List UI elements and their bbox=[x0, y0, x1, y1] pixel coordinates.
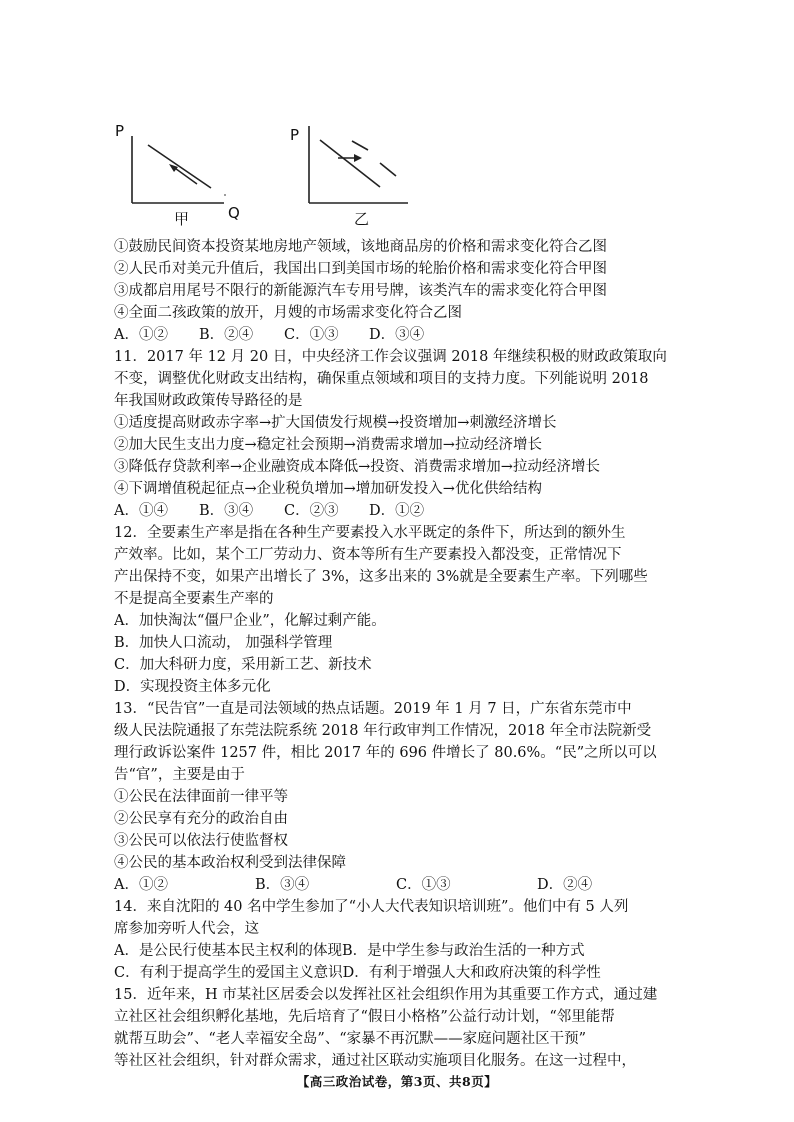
q13-option-3: ③公民可以依法行使监督权 bbox=[114, 833, 288, 849]
q10-choice-c: C．①③ bbox=[284, 327, 339, 343]
q10-option-3: ③成都启用尾号不限行的新能源汽车专用号牌，该类汽车的需求变化符合甲图 bbox=[114, 283, 607, 299]
q14-choice-a: A．是公民行使基本民主权利的体现 bbox=[114, 943, 342, 959]
yi-caption: 乙 bbox=[354, 210, 370, 228]
q14-choices-row-2 bbox=[114, 962, 684, 984]
q13-option-1: ①公民在法律面前一律平等 bbox=[114, 789, 288, 805]
jia-x-label: Q bbox=[228, 204, 240, 222]
q12-stem-4: 不是提高全要素生产率的 bbox=[114, 591, 274, 607]
q13-stem-4: 告“官”，主要是由于 bbox=[114, 767, 245, 783]
q13-choice-a: A．①② bbox=[114, 877, 168, 893]
yi-demand-curve-original bbox=[320, 140, 380, 187]
q11-stem-3: 年我国财政政策传导路径的是 bbox=[114, 393, 303, 409]
q14-choices-row-1 bbox=[114, 940, 684, 962]
q14-stem-1: 14．来自沈阳的 40 名中学生参加了“小人大代表知识培训班”。他们中有 5 人列 bbox=[114, 899, 629, 915]
yi-y-label: P bbox=[290, 126, 300, 144]
q13-stem-3: 理行政诉讼案件 1257 件，相比 2017 年的 696 件增长了 80.6%。“民”之所以可以 bbox=[114, 745, 657, 761]
q12-stem-2: 产效率。比如，某个工厂劳动力、资本等所有生产要素投入都没变，正常情况下 bbox=[114, 547, 622, 563]
q13-choices bbox=[114, 874, 684, 896]
yi-arrow-head bbox=[354, 154, 362, 162]
q13-stem-1: 13．“民告官”一直是司法领域的热点话题。2019 年 1 月 7 日，广东省东莞市中 bbox=[114, 701, 632, 717]
q13-choice-b: B．③④ bbox=[255, 877, 310, 893]
q12-option-a: A．加快淘汰“僵尸企业”，化解过剩产能。 bbox=[114, 613, 386, 629]
q10-choice-d: D．③④ bbox=[369, 327, 425, 343]
q13-option-4: ④公民的基本政治权利受到法律保障 bbox=[114, 855, 346, 871]
q12-stem-1: 12．全要素生产率是指在各种生产要素投入水平既定的条件下，所达到的额外生 bbox=[114, 525, 626, 541]
q15-stem-2: 立社区社会组织孵化基地，先后培育了“假日小格格”公益行动计划，“邻里能帮 bbox=[114, 1009, 615, 1025]
q14-stem-2: 席参加旁听人代会，这 bbox=[114, 921, 259, 937]
figure-yi-graph bbox=[282, 118, 422, 238]
q13-choice-d: D．②④ bbox=[537, 877, 593, 893]
figure-jia bbox=[112, 118, 252, 238]
yi-demand-curve-shifted-upper bbox=[352, 141, 368, 150]
q11-option-1: ①适度提高财政赤字率→扩大国债发行规模→投资增加→刺激经济增长 bbox=[114, 415, 557, 431]
demand-curve-figures bbox=[112, 118, 422, 238]
q10-choice-b: B．②④ bbox=[199, 327, 254, 343]
q11-stem-2: 不变，调整优化财政支出结构，确保重点领域和项目的支持力度。下列能说明 2018 bbox=[114, 371, 649, 387]
yi-demand-curve-shifted-lower bbox=[380, 163, 396, 176]
q10-option-2: ②人民币对美元升值后，我国出口到美国市场的轮胎价格和需求变化符合甲图 bbox=[114, 261, 607, 277]
q11-option-4: ④下调增值税起征点→企业税负增加→增加研发投入→优化供给结构 bbox=[114, 481, 542, 497]
q15-stem-1: 15．近年来，H 市某社区居委会以发挥社区社会组织作用为其重要工作方式，通过建 bbox=[114, 987, 658, 1003]
q10-choices bbox=[114, 324, 684, 346]
q14-choice-c: C．有利于提高学生的爱国主义意识 bbox=[114, 965, 343, 981]
q11-choices bbox=[114, 500, 684, 522]
q12-option-c: C．加大科研力度，采用新工艺、新技术 bbox=[114, 657, 372, 673]
question-text bbox=[114, 236, 684, 1072]
q15-stem-4: 等社区社会组织，针对群众需求，通过社区联动实施项目化服务。在这一过程中， bbox=[114, 1053, 636, 1069]
q11-stem-1: 11．2017 年 12 月 20 日，中央经济工作会议强调 2018 年继续积极的财政政策取向 bbox=[114, 349, 667, 365]
q13-stem-2: 级人民法院通报了东莞法院系统 2018 年行政审判工作情况，2018 年全市法院新受 bbox=[114, 723, 652, 739]
q10-option-4: ④全面二孩政策的放开，月嫂的市场需求变化符合乙图 bbox=[114, 305, 462, 321]
q10-option-1: ①鼓励民间资本投资某地房地产领域，该地商品房的价格和需求变化符合乙图 bbox=[114, 239, 607, 255]
q12-option-b: B．加快人口流动， 加强科学管理 bbox=[114, 635, 333, 651]
jia-demand-curve bbox=[148, 145, 211, 188]
jia-y-label: P bbox=[115, 122, 125, 140]
q11-choice-b: B．③④ bbox=[199, 503, 254, 519]
q13-choice-c: C．①③ bbox=[396, 877, 451, 893]
q10-choice-a: A．①② bbox=[114, 327, 168, 343]
q11-option-2: ②加大民生支出力度→稳定社会预期→消费需求增加→拉动经济增长 bbox=[114, 437, 542, 453]
jia-caption: 甲 bbox=[174, 210, 190, 228]
q11-choice-a: A．①④ bbox=[114, 503, 168, 519]
q14-choice-d: D．有利于增强人大和政府决策的科学性 bbox=[342, 965, 601, 981]
q14-choice-b: B．是中学生参与政治生活的一种方式 bbox=[341, 943, 585, 959]
q11-choice-d: D．①② bbox=[369, 503, 425, 519]
q15-stem-3: 就帮互助会”、“老人幸福安全岛”、“家暴不再沉默——家庭问题社区干预” bbox=[114, 1031, 587, 1047]
q12-stem-3: 产出保持不变，如果产出增长了 3%，这多出来的 3%就是全要素生产率。下列哪些 bbox=[114, 569, 648, 585]
q12-option-d: D．实现投资主体多元化 bbox=[114, 679, 271, 695]
q11-option-3: ③降低存贷款利率→企业融资成本降低→投资、消费需求增加→拉动经济增长 bbox=[114, 459, 600, 475]
q11-choice-c: C．②③ bbox=[284, 503, 339, 519]
page-footer: 【高三政治试卷，第3页、共8页】 bbox=[296, 1074, 498, 1089]
q13-option-2: ②公民享有充分的政治自由 bbox=[114, 811, 288, 827]
figure-yi bbox=[282, 118, 422, 238]
